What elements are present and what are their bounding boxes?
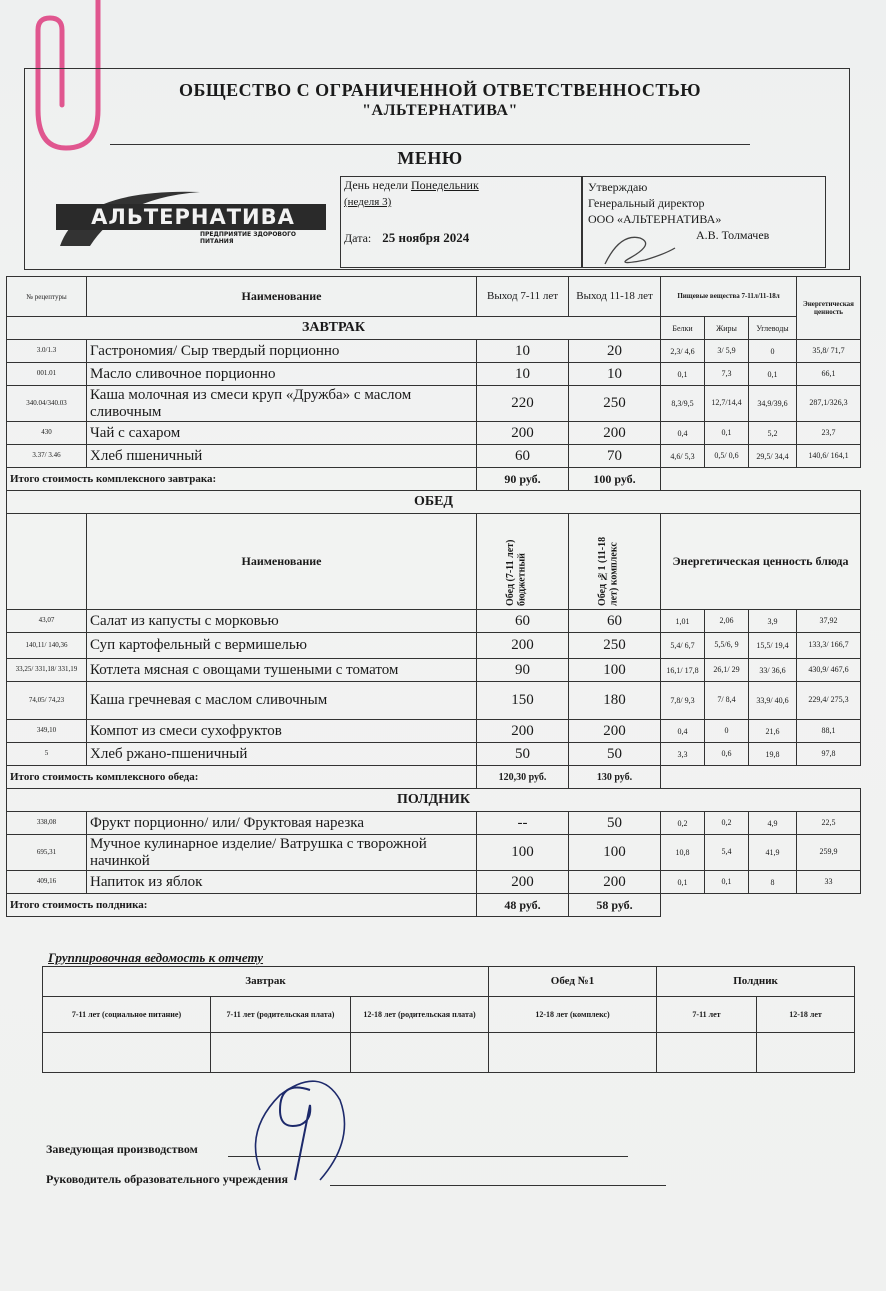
snack-total-1: 48 руб.: [477, 894, 569, 917]
output-1: 50: [477, 743, 569, 766]
fats: 5,4: [705, 835, 749, 871]
dish-name: Фрукт порционно/ или/ Фруктовая нарезка: [87, 812, 477, 835]
energy: 66,1: [797, 363, 861, 386]
proteins: 4,6/ 5,3: [661, 445, 705, 468]
proteins: 0,2: [661, 812, 705, 835]
dish-name: Компот из смеси сухофруктов: [87, 720, 477, 743]
output-2: 100: [569, 835, 661, 871]
energy: 229,4/ 275,3: [797, 682, 861, 720]
proteins: 0,4: [661, 422, 705, 445]
carbs: 34,9/39,6: [749, 386, 797, 422]
proteins: 7,8/ 9,3: [661, 682, 705, 720]
output-2: 200: [569, 422, 661, 445]
approve-name: А.В. Толмачев: [696, 228, 770, 242]
snack-title: ПОЛДНИК: [7, 789, 861, 812]
proteins: 10,8: [661, 835, 705, 871]
output-1: 100: [477, 835, 569, 871]
energy: 22,5: [797, 812, 861, 835]
grouping-title: Группировочная ведомость к отчету: [48, 950, 264, 965]
breakfast-total-label: Итого стоимость комплексного завтрака:: [7, 468, 477, 491]
carbs: 33/ 36,6: [749, 659, 797, 682]
fats: 12,7/14,4: [705, 386, 749, 422]
output-1: 60: [477, 610, 569, 633]
proteins: 0,4: [661, 720, 705, 743]
col-nutr-header: Пищевые вещества 7-11л/11-18л: [661, 277, 797, 317]
dish-code: 001.01: [7, 363, 87, 386]
col-out1-header: Выход 7-11 лет: [477, 277, 569, 317]
fats: 26,1/ 29: [705, 659, 749, 682]
lunch-col1-header: Обед (7-11 лет) бюджетный: [477, 514, 569, 610]
carbs: 4,9: [749, 812, 797, 835]
fats: 0,1: [705, 871, 749, 894]
proteins: 3,3: [661, 743, 705, 766]
output-2: 10: [569, 363, 661, 386]
menu-table: [6, 276, 861, 917]
org-title: ОБЩЕСТВО С ОГРАНИЧЕННОЙ ОТВЕТСТВЕННОСТЬЮ: [179, 80, 701, 100]
carbs: 15,5/ 19,4: [749, 633, 797, 659]
head-prod-label: Заведующая производством: [46, 1142, 198, 1156]
grouping-table: [42, 966, 855, 1073]
snack-row: [7, 835, 861, 871]
fats: 0,1: [705, 422, 749, 445]
dish-code: 3.0/1.3: [7, 340, 87, 363]
dish-name: Суп картофельный с вермишелью: [87, 633, 477, 659]
fats: 7,3: [705, 363, 749, 386]
output-1: 200: [477, 422, 569, 445]
lunch-row: [7, 743, 861, 766]
energy: 133,3/ 166,7: [797, 633, 861, 659]
energy: 88,1: [797, 720, 861, 743]
dish-code: 3.37/ 3.46: [7, 445, 87, 468]
dish-name: Салат из капусты с морковью: [87, 610, 477, 633]
breakfast-row: [7, 422, 861, 445]
proteins: 1,01: [661, 610, 705, 633]
approve-title: Утверждаю: [588, 180, 648, 194]
output-1: 150: [477, 682, 569, 720]
carbs: 8: [749, 871, 797, 894]
dish-code: 430: [7, 422, 87, 445]
proteins: 0,1: [661, 363, 705, 386]
lunch-name-header: Наименование: [87, 514, 477, 610]
output-2: 100: [569, 659, 661, 682]
proteins: 5,4/ 6,7: [661, 633, 705, 659]
output-1: 200: [477, 720, 569, 743]
dish-code: 695,31: [7, 835, 87, 871]
dish-code: 349,10: [7, 720, 87, 743]
breakfast-row: [7, 386, 861, 422]
col-fat-header: Жиры: [705, 317, 749, 340]
energy: 33: [797, 871, 861, 894]
breakfast-row: [7, 445, 861, 468]
fats: 0,5/ 0,6: [705, 445, 749, 468]
logo-tagline: ПРЕДПРИЯТИЕ ЗДОРОВОГО ПИТАНИЯ: [200, 231, 297, 245]
snack-row: [7, 871, 861, 894]
output-2: 50: [569, 812, 661, 835]
carbs: 21,6: [749, 720, 797, 743]
output-1: 200: [477, 871, 569, 894]
director-signature-icon: [600, 228, 680, 270]
dish-name: Гастрономия/ Сыр твердый порционно: [87, 340, 477, 363]
col-name-header: Наименование: [87, 277, 477, 317]
carbs: 41,9: [749, 835, 797, 871]
dish-name: Котлета мясная с овощами тушеными с томатом: [87, 659, 477, 682]
output-1: 220: [477, 386, 569, 422]
output-2: 180: [569, 682, 661, 720]
output-1: 90: [477, 659, 569, 682]
fats: 3/ 5,9: [705, 340, 749, 363]
output-2: 200: [569, 720, 661, 743]
fats: 0: [705, 720, 749, 743]
energy: 430,9/ 467,6: [797, 659, 861, 682]
output-2: 50: [569, 743, 661, 766]
title-underline: [110, 144, 750, 145]
dish-name: Мучное кулинарное изделие/ Ватрушка с творожной начинкой: [87, 835, 477, 871]
day-label: День недели: [344, 178, 408, 192]
menu-title: МЕНЮ: [397, 148, 463, 168]
dish-name: Каша гречневая с маслом сливочным: [87, 682, 477, 720]
col-energy-header: Энергетическая ценность: [797, 277, 861, 340]
energy: 97,8: [797, 743, 861, 766]
breakfast-total-1: 90 руб.: [477, 468, 569, 491]
head-school-label: Руководитель образовательного учреждения: [46, 1172, 288, 1186]
date-info: [344, 230, 469, 246]
logo: [50, 186, 330, 256]
lunch-col2-header: Обед №1 (11-18 лет) комплекс: [569, 514, 661, 610]
dish-name: Чай с сахаром: [87, 422, 477, 445]
breakfast-row: [7, 340, 861, 363]
energy: 259,9: [797, 835, 861, 871]
grouping-l1: 12-18 лет (комплекс): [489, 997, 657, 1033]
fats: 0,2: [705, 812, 749, 835]
dish-name: Напиток из яблок: [87, 871, 477, 894]
week-label: (неделя 3): [344, 196, 392, 208]
date-label: Дата:: [344, 231, 372, 245]
proteins: 8,3/9,5: [661, 386, 705, 422]
output-2: 20: [569, 340, 661, 363]
lunch-energy-header: Энергетическая ценность блюда: [661, 514, 861, 610]
carbs: 19,8: [749, 743, 797, 766]
snack-row: [7, 812, 861, 835]
dish-code: 409,16: [7, 871, 87, 894]
carbs: 5,2: [749, 422, 797, 445]
dish-name: Каша молочная из смеси круп «Дружба» с маслом сливочным: [87, 386, 477, 422]
grouping-b1: 7-11 лет (социальное питание): [43, 997, 211, 1033]
dish-code: 33,25/ 331,18/ 331,19: [7, 659, 87, 682]
approve-role: Генеральный директор: [588, 196, 705, 210]
energy: 140,6/ 164,1: [797, 445, 861, 468]
energy: 37,92: [797, 610, 861, 633]
breakfast-rows: [7, 340, 861, 468]
snack-total-2: 58 руб.: [569, 894, 661, 917]
dish-code: 5: [7, 743, 87, 766]
grouping-s1: 7-11 лет: [657, 997, 757, 1033]
approve-company: ООО «АЛЬТЕРНАТИВА»: [588, 212, 722, 226]
dish-name: Хлеб пшеничный: [87, 445, 477, 468]
col-carb-header: Углеводы: [749, 317, 797, 340]
energy: 23,7: [797, 422, 861, 445]
dish-name: Хлеб ржано-пшеничный: [87, 743, 477, 766]
dish-code: 140,11/ 140,36: [7, 633, 87, 659]
lunch-total-1: 120,30 руб.: [477, 766, 569, 789]
breakfast-total-2: 100 руб.: [569, 468, 661, 491]
lunch-row: [7, 633, 861, 659]
col-out2-header: Выход 11-18 лет: [569, 277, 661, 317]
output-1: --: [477, 812, 569, 835]
carbs: 33,9/ 40,6: [749, 682, 797, 720]
dish-code: 340.04/340.03: [7, 386, 87, 422]
blue-signature-icon: [240, 1070, 360, 1200]
snack-rows: [7, 812, 861, 894]
grouping-b2: 7-11 лет (родительская плата): [211, 997, 351, 1033]
lunch-total-label: Итого стоимость комплексного обеда:: [7, 766, 477, 789]
output-1: 10: [477, 340, 569, 363]
dish-code: 74,05/ 74,23: [7, 682, 87, 720]
output-2: 200: [569, 871, 661, 894]
grouping-s2: 12-18 лет: [757, 997, 855, 1033]
date-value: 25 ноября 2024: [382, 230, 470, 245]
day-info: [344, 178, 479, 193]
lunch-total-2: 130 руб.: [569, 766, 661, 789]
fats: 2,06: [705, 610, 749, 633]
output-1: 60: [477, 445, 569, 468]
lunch-title: ОБЕД: [7, 491, 861, 514]
fats: 0,6: [705, 743, 749, 766]
energy: 35,8/ 71,7: [797, 340, 861, 363]
output-2: 60: [569, 610, 661, 633]
output-2: 250: [569, 633, 661, 659]
lunch-row: [7, 720, 861, 743]
grouping-empty-row: [43, 1033, 855, 1073]
lunch-row: [7, 682, 861, 720]
grouping-snack: Полдник: [657, 967, 855, 997]
carbs: 29,5/ 34,4: [749, 445, 797, 468]
snack-total-label: Итого стоимость полдника:: [7, 894, 477, 917]
org-name: "АЛЬТЕРНАТИВА": [362, 102, 518, 119]
proteins: 2,3/ 4,6: [661, 340, 705, 363]
col-prot-header: Белки: [661, 317, 705, 340]
lunch-row: [7, 659, 861, 682]
dish-name: Масло сливочное порционно: [87, 363, 477, 386]
proteins: 16,1/ 17,8: [661, 659, 705, 682]
head-school-line: [330, 1185, 666, 1186]
grouping-b3: 12-18 лет (родительская плата): [351, 997, 489, 1033]
output-1: 200: [477, 633, 569, 659]
col-code-header: № рецептуры: [7, 277, 87, 317]
dish-code: 43,07: [7, 610, 87, 633]
grouping-lunch: Обед №1: [489, 967, 657, 997]
day-value: Понедельник: [410, 178, 479, 192]
dish-code: 338,08: [7, 812, 87, 835]
output-1: 10: [477, 363, 569, 386]
grouping-breakfast: Завтрак: [43, 967, 489, 997]
carbs: 3,9: [749, 610, 797, 633]
lunch-row: [7, 610, 861, 633]
breakfast-row: [7, 363, 861, 386]
output-2: 70: [569, 445, 661, 468]
energy: 287,1/326,3: [797, 386, 861, 422]
output-2: 250: [569, 386, 661, 422]
breakfast-title: ЗАВТРАК: [7, 317, 661, 340]
carbs: 0,1: [749, 363, 797, 386]
carbs: 0: [749, 340, 797, 363]
proteins: 0,1: [661, 871, 705, 894]
lunch-rows: [7, 610, 861, 766]
logo-name: АЛЬТЕРНАТИВА: [91, 205, 295, 229]
fats: 7/ 8,4: [705, 682, 749, 720]
fats: 5,5/6, 9: [705, 633, 749, 659]
